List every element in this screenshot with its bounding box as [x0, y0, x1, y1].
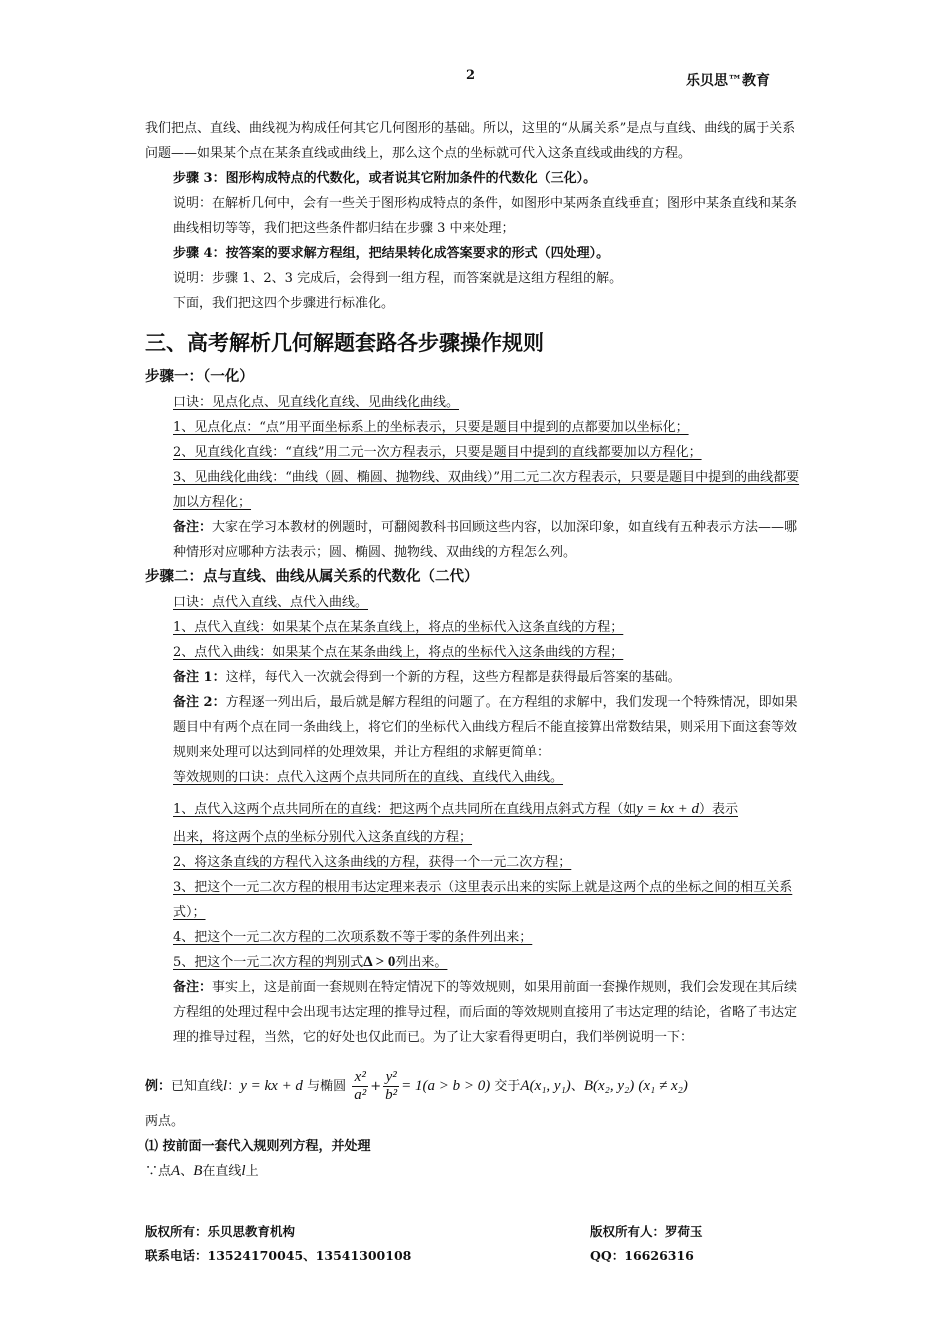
- equiv-item-5: 5、把这个一元二次方程的判别式Δ > 0列出来。: [173, 954, 448, 970]
- remark3-label: 备注：: [173, 980, 213, 995]
- example-statement: 例：已知直线l：y = kx + d 与椭圆 $\frac{\text{x²}}{\text{a²}}$ + $\frac{\text{y²}}{\text{b²}}$ = 1(a > b > 0) 交于A(x₁, y₁)、B(x₂, y₂) (x₁ ≠ x₂): [145, 1069, 688, 1103]
- remark2-label: 备注 2：: [173, 695, 226, 710]
- remark-label: 备注：: [173, 520, 213, 535]
- step2-remark-2: [145, 690, 807, 765]
- point-a: A(x₁, y₁): [520, 1078, 571, 1094]
- section-title: 三、高考解析几何解题套路各步骤操作规则: [145, 331, 544, 355]
- step3-title: 步骤 3：图形构成特点的代数化，或者说其它附加条件的代数化（三化）。: [173, 171, 597, 186]
- step1-item-3: 3、见曲线化曲线：“曲线（圆、椭圆、抛物线、双曲线）”用二元二次方程表示，只要是题目中提到的曲线都要加以方程化；: [173, 470, 800, 510]
- distinct-condition: (x₁ ≠ x₂): [638, 1078, 688, 1094]
- footer-copyright-org: 版权所有：乐贝思教育机构: [145, 1224, 296, 1239]
- remark2-text: 方程逐一列出后，最后就是解方程组的问题了。在方程组的求解中，我们发现一个特殊情况，即如果题目中有两个点在同一条曲线上，将它们的坐标代入曲线方程后不能直接算出常数结果，则采用下面这套等效规则来处理可以达到同样的处理效果，并让方程组的求解更简单：: [173, 695, 798, 760]
- step1-item-2: 2、见直线化直线：“直线”用二元一次方程表示，只要是题目中提到的直线都要加以方程化；: [173, 445, 702, 460]
- example-because: ∵点A、B在直线l上: [145, 1163, 259, 1179]
- example-label: 例：: [145, 1079, 172, 1094]
- step2-remark-3: [145, 975, 807, 1050]
- step1-item-1: 1、见点化点：“点”用平面坐标系上的坐标表示，只要是题目中提到的点都要加以坐标化；: [173, 420, 689, 435]
- fraction-x: $\frac{\text{x²}}{\text{a²}}$: [354, 1069, 367, 1103]
- ellipse-rest: = 1(a > b > 0): [401, 1078, 491, 1094]
- step1-remark: [145, 515, 807, 565]
- footer-qq: QQ：16626316: [590, 1248, 694, 1263]
- document-body: [145, 116, 807, 1184]
- step1-heading: 步骤一：（一化）: [145, 369, 254, 385]
- example-part-1: ⑴ 按前面一套代入规则列方程，并处理: [145, 1139, 371, 1154]
- intro-paragraph: 我们把点、直线、曲线视为构成任何其它几何图形的基础。所以，这里的“从属关系”是点与直线、曲线的属于关系问题——如果某个点在某条直线或曲线上，那么这个点的坐标就可代入这条直线或曲线的方程。: [145, 121, 796, 161]
- step2-remark-1: [145, 665, 807, 690]
- discriminant-formula: Δ > 0: [363, 954, 396, 970]
- step2-heading: 步骤二：点与直线、曲线从属关系的代数化（二代）: [145, 569, 479, 585]
- step4-title: 步骤 4：按答案的要求解方程组，把结果转化成答案要求的形式（四处理）。: [173, 246, 610, 261]
- brand-name: 乐贝思™教育: [686, 73, 770, 89]
- footer-copyright-person: 版权所有人：罗荷玉: [590, 1224, 703, 1239]
- equiv-item-3: 3、把这个一元二次方程的根用韦达定理来表示（这里表示出来的实际上就是这两个点的坐标之间的相互关系式）；: [173, 880, 793, 920]
- step4-note: 说明：步骤 1、2、3 完成后，会得到一组方程，而答案就是这组方程组的解。: [173, 271, 623, 286]
- step3-note: 说明：在解析几何中，会有一些关于图形构成特点的条件，如图形中某两条直线垂直；图形中某条直线和某条曲线相切等等，我们把这些条件都归结在步骤 3 中来处理；: [173, 196, 798, 236]
- equiv-item-2: 2、将这条直线的方程代入这条曲线的方程，获得一个一元二次方程；: [173, 855, 572, 870]
- next-paragraph: 下面，我们把这四个步骤进行标准化。: [173, 296, 395, 311]
- fraction-y: $\frac{\text{y²}}{\text{b²}}$: [385, 1069, 398, 1103]
- footer-phone: 联系电话：13524170045、13541300108: [145, 1248, 412, 1263]
- remark-text: 大家在学习本教材的例题时，可翻阅教科书回顾这些内容，以加深印象，如直线有五种表示方法——哪种情形对应哪种方法表示；圆、椭圆、抛物线、双曲线的方程怎么列。: [173, 520, 798, 560]
- line-equation: y = kx + d: [240, 1078, 303, 1094]
- point-b: B(x₂, y₂): [583, 1078, 635, 1094]
- page-number: 2: [466, 68, 476, 83]
- step1-motto: 口诀：见点化点、见直线化直线、见曲线化曲线。: [173, 395, 460, 410]
- equiv-motto: 等效规则的口诀：点代入这两个点共同所在的直线、直线代入曲线。: [173, 770, 564, 785]
- example-two-points: 两点。: [145, 1114, 185, 1129]
- step2-motto: 口诀：点代入直线、点代入曲线。: [173, 595, 369, 610]
- equiv-item-4: 4、把这个一元二次方程的二次项系数不等于零的条件列出来；: [173, 930, 533, 945]
- step2-item-2: 2、点代入曲线：如果某个点在某条曲线上，将点的坐标代入这条曲线的方程；: [173, 645, 624, 660]
- remark3-text: 事实上，这是前面一套规则在特定情况下的等效规则，如果用前面一套操作规则，我们会发现在其后续方程组的处理过程中会出现韦达定理的推导过程，而后面的等效规则直接用了韦达定理的结论，省略了韦达定理的推导过程，当然，它的好处也仅此而已。为了让大家看得更明白，我们举例说明一下：: [173, 980, 798, 1045]
- line-formula: y = kx + d: [636, 801, 699, 817]
- remark1-label: 备注 1：: [173, 670, 226, 685]
- remark1-text: 这样，每代入一次就会得到一个新的方程，这些方程都是获得最后答案的基础。: [225, 670, 681, 685]
- equiv-item-1: 1、点代入这两个点共同所在的直线：把这两个点共同所在直线用点斜式方程（如y = kx + d）表示: [173, 801, 739, 817]
- equiv-item-1-cont: 出来，将这两个点的坐标分别代入这条直线的方程；: [173, 830, 473, 845]
- step2-item-1: 1、点代入直线：如果某个点在某条直线上，将点的坐标代入这条直线的方程；: [173, 620, 624, 635]
